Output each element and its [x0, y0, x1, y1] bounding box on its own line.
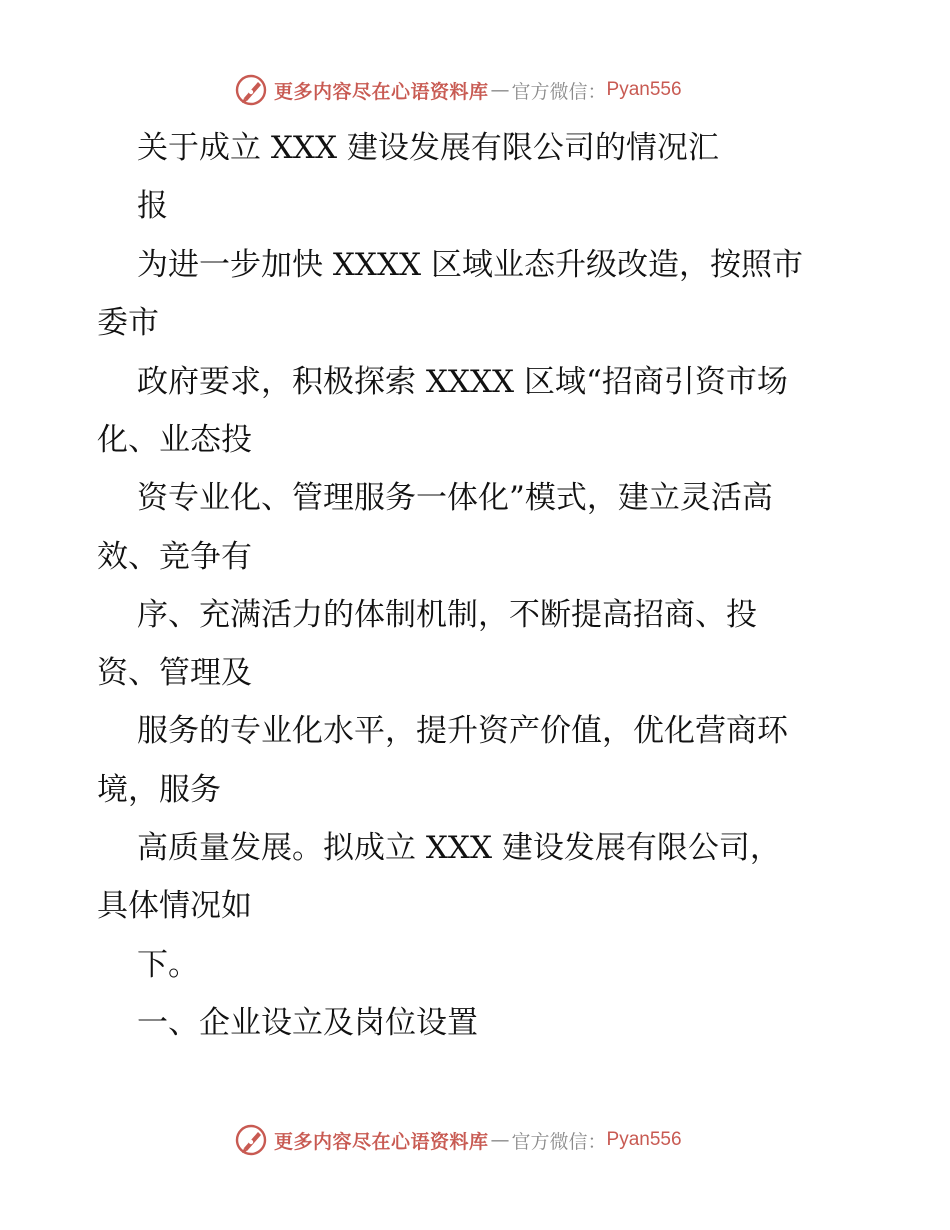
banner-wechat-id: Pyan556 — [606, 1129, 682, 1150]
doc-text-line: 为进一步加快 XXXX 区域业态升级改造，按照市 — [137, 247, 803, 283]
doc-text-line: 下。 — [137, 947, 199, 983]
doc-title-line-2: 报 — [137, 188, 168, 224]
banner-site-name: 更多内容尽在心语资料库 — [274, 1130, 489, 1153]
doc-text-line: 序、充满活力的体制机制，不断提高招商、投 — [137, 597, 757, 633]
doc-text-line: 资专业化、管理服务一体化”模式，建立灵活高 — [137, 480, 773, 516]
banner-dash: — — [490, 1129, 510, 1151]
doc-text-line: 政府要求，积极探索 XXXX 区域“招商引资市场 — [137, 364, 788, 400]
pen-nib-logo-icon — [234, 73, 268, 107]
doc-text-line: 境，服务 — [97, 772, 221, 808]
doc-text-line: 资、管理及 — [97, 655, 252, 691]
doc-text-line: 化、业态投 — [97, 422, 252, 458]
banner-wechat-label: 官方微信： — [511, 80, 607, 103]
banner-wechat-id: Pyan556 — [606, 79, 682, 100]
banner-wechat-label: 官方微信： — [511, 1130, 607, 1153]
doc-title-line-1: 关于成立 XXX 建设发展有限公司的情况汇 — [137, 130, 719, 166]
doc-text-line: 委市 — [97, 305, 159, 341]
banner-site-name: 更多内容尽在心语资料库 — [274, 80, 489, 103]
pen-nib-logo-icon — [234, 1123, 268, 1157]
footer-banner — [234, 1122, 682, 1158]
doc-text-line: 服务的专业化水平，提升资产价值，优化营商环 — [137, 713, 788, 749]
banner-dash: — — [490, 79, 510, 101]
doc-text-line: 具体情况如 — [97, 888, 252, 924]
doc-text-line: 效、竞争有 — [97, 539, 252, 575]
header-banner — [234, 72, 682, 108]
section-heading: 一、企业设立及岗位设置 — [137, 1005, 478, 1041]
doc-text-line: 高质量发展。拟成立 XXX 建设发展有限公司， — [137, 830, 781, 866]
